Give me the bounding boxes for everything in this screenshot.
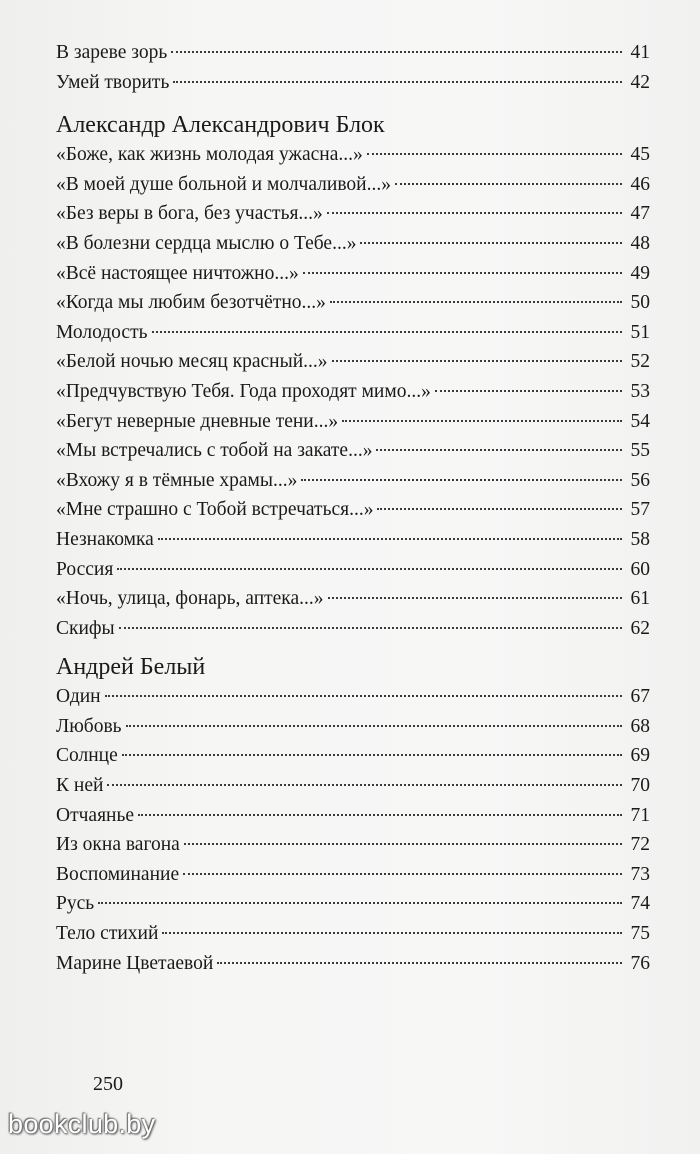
dot-leader: [158, 538, 622, 540]
toc-entry: [56, 140, 650, 170]
entry-title: «Предчувствую Тебя. Года проходят мимо...»: [56, 380, 431, 402]
toc-entry: [56, 682, 650, 712]
dot-leader: [105, 695, 622, 697]
entry-page-number: 71: [630, 804, 650, 826]
entry-page-number: 57: [630, 499, 650, 521]
toc-entry: [56, 347, 650, 377]
entry-title: Русь: [56, 893, 95, 915]
toc-entry: [56, 555, 650, 585]
entry-title: Солнце: [56, 745, 118, 767]
toc-entry: [56, 584, 650, 614]
section-entries: [56, 140, 650, 643]
dot-leader: [330, 301, 622, 303]
entry-page-number: 45: [630, 144, 650, 166]
toc-entry: [56, 288, 650, 318]
toc-entry: [56, 407, 650, 437]
dot-leader: [328, 597, 622, 599]
toc-entry: [56, 38, 650, 68]
dot-leader: [98, 902, 622, 904]
entry-title: Незнакомка: [56, 528, 154, 550]
toc-entry: [56, 830, 650, 860]
entry-title: «В моей душе больной и молчаливой...»: [56, 173, 391, 195]
toc-entry: [56, 495, 650, 525]
entry-title: «Без веры в бога, без участья...»: [56, 203, 323, 225]
entry-page-number: 61: [630, 588, 650, 610]
dot-leader: [117, 568, 622, 570]
author-heading: Андрей Белый: [56, 654, 206, 681]
toc-entry: [56, 712, 650, 742]
entry-page-number: 69: [630, 745, 650, 767]
toc-entry: [56, 436, 650, 466]
entry-title: Тело стихий: [56, 923, 159, 945]
toc-entry: [56, 377, 650, 407]
entry-title: Любовь: [56, 715, 122, 737]
entry-title: «Когда мы любим безотчётно...»: [56, 292, 326, 314]
entry-page-number: 47: [630, 203, 650, 225]
dot-leader: [173, 81, 622, 83]
toc-entry: [56, 614, 650, 644]
toc-entry: [56, 229, 650, 259]
dot-leader: [303, 272, 622, 274]
entry-title: «Ночь, улица, фонарь, аптека...»: [56, 588, 324, 610]
dot-leader: [119, 627, 622, 629]
top-entries: [56, 38, 650, 97]
entry-title: Из окна вагона: [56, 834, 180, 856]
toc-entry: [56, 525, 650, 555]
table-of-contents: [56, 38, 650, 978]
entry-page-number: 46: [630, 173, 650, 195]
entry-title: «Белой ночью месяц красный...»: [56, 351, 328, 373]
entry-title: Россия: [56, 558, 114, 580]
entry-page-number: 60: [630, 558, 650, 580]
entry-page-number: 54: [630, 410, 650, 432]
dot-leader: [107, 784, 622, 786]
entry-page-number: 70: [630, 775, 650, 797]
dot-leader: [360, 242, 622, 244]
toc-entry: [56, 771, 650, 801]
entry-page-number: 73: [630, 863, 650, 885]
toc-entry: [56, 318, 650, 348]
toc-entry: [56, 919, 650, 949]
entry-title: «Бегут неверные дневные тени...»: [56, 410, 339, 432]
entry-title: «Мы встречались с тобой на закате...»: [56, 440, 373, 462]
entry-page-number: 75: [630, 923, 650, 945]
dot-leader: [327, 212, 622, 214]
entry-title: Отчаянье: [56, 804, 135, 826]
dot-leader: [171, 51, 622, 53]
entry-page-number: 72: [630, 834, 650, 856]
entry-title: К ней: [56, 775, 104, 797]
entry-page-number: 62: [630, 617, 650, 639]
entry-page-number: 76: [630, 952, 650, 974]
site-watermark: bookclub.by: [8, 1109, 156, 1139]
dot-leader: [122, 754, 622, 756]
entry-title: «Вхожу я в тёмные храмы...»: [56, 469, 298, 491]
dot-leader: [376, 449, 622, 451]
entry-title: В зареве зорь: [56, 42, 168, 63]
entry-page-number: 67: [630, 686, 650, 708]
dot-leader: [138, 814, 622, 816]
toc-entry: [56, 949, 650, 979]
dot-leader: [367, 153, 622, 155]
dot-leader: [162, 932, 622, 934]
page-number: 250: [93, 1073, 123, 1095]
toc-entry: [56, 889, 650, 919]
dot-leader: [377, 508, 622, 510]
entry-title: Марине Цветаевой: [56, 952, 214, 974]
entry-page-number: 68: [630, 715, 650, 737]
author-heading: Александр Александрович Блок: [56, 112, 385, 139]
dot-leader: [183, 873, 622, 875]
entry-page-number: 50: [630, 292, 650, 314]
entry-page-number: 58: [630, 528, 650, 550]
entry-page-number: 56: [630, 469, 650, 491]
dot-leader: [217, 962, 622, 964]
dot-leader: [332, 360, 622, 362]
toc-entry: [56, 860, 650, 890]
entry-page-number: 51: [630, 321, 650, 343]
entry-title: «Всё настоящее ничтожно...»: [56, 262, 299, 284]
toc-entry: [56, 259, 650, 289]
entry-title: Молодость: [56, 321, 148, 343]
dot-leader: [184, 843, 622, 845]
entry-title: Скифы: [56, 617, 115, 639]
toc-entry: [56, 170, 650, 200]
section-entries: [56, 682, 650, 978]
entry-page-number: 48: [630, 232, 650, 254]
entry-page-number: 41: [630, 42, 650, 63]
dot-leader: [342, 420, 622, 422]
dot-leader: [395, 183, 622, 185]
dot-leader: [152, 331, 623, 333]
entry-title: Один: [56, 686, 101, 708]
dot-leader: [126, 725, 622, 727]
entry-title: Воспоминание: [56, 863, 180, 885]
entry-title: Умей творить: [56, 71, 170, 93]
dot-leader: [301, 479, 622, 481]
entry-page-number: 55: [630, 440, 650, 462]
entry-page-number: 42: [630, 71, 650, 93]
toc-entry: [56, 801, 650, 831]
toc-entry: [56, 199, 650, 229]
entry-title: «Мне страшно с Тобой встречаться...»: [56, 499, 374, 521]
entry-page-number: 52: [630, 351, 650, 373]
entry-page-number: 53: [630, 380, 650, 402]
entry-title: «В болезни сердца мыслю о Тебе...»: [56, 232, 357, 254]
toc-entry: [56, 466, 650, 496]
dot-leader: [435, 390, 622, 392]
toc-entry: [56, 68, 650, 98]
entry-page-number: 74: [630, 893, 650, 915]
entry-title: «Боже, как жизнь молодая ужасна...»: [56, 144, 363, 166]
entry-page-number: 49: [630, 262, 650, 284]
toc-entry: [56, 741, 650, 771]
